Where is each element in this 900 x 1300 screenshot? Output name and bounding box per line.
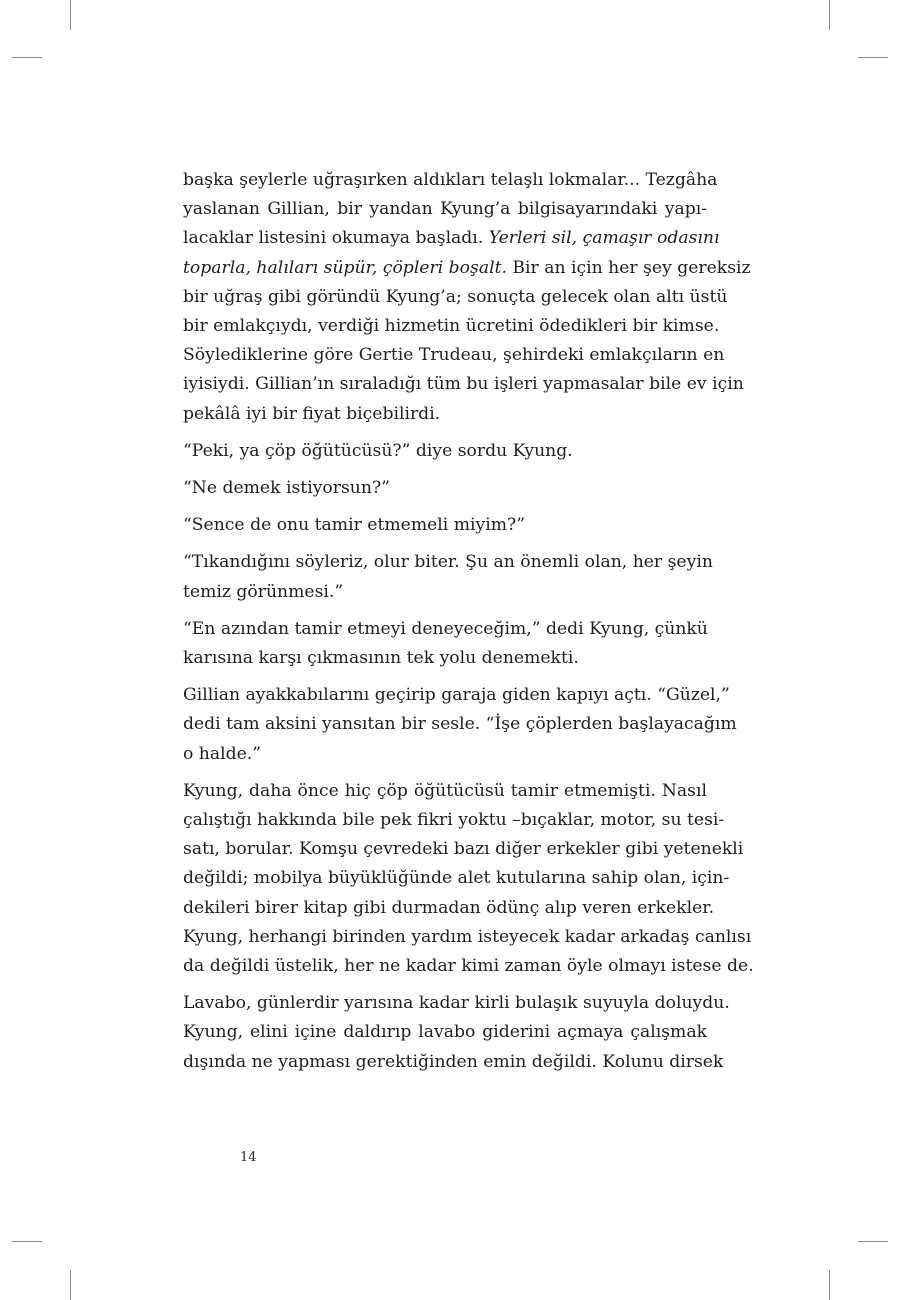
crop-mark	[70, 0, 71, 30]
body-text	[183, 166, 754, 1085]
text-line: karısına karşı çıkmasının tek yolu denemekti.	[183, 648, 579, 669]
paragraph	[183, 166, 751, 429]
text-line: bir emlakçıydı, verdiği hizmetin ücretini ödedikleri bir kimse.	[183, 316, 720, 337]
dialogue-paragraph	[183, 615, 707, 673]
paragraph	[183, 989, 730, 1077]
text-line: dekileri birer kitap gibi durmadan ödünç alıp veren erkekler.	[183, 897, 715, 918]
text-segment: Bir an için her şey gereksiz	[512, 257, 751, 278]
italic-text: toparla, halıları süpür, çöpleri boşalt.	[183, 257, 507, 278]
crop-mark	[858, 57, 888, 58]
crop-mark	[70, 1270, 71, 1300]
crop-mark	[12, 1241, 42, 1242]
text-line: satı, borular. Komşu çevredeki bazı diğer erkekler gibi yetenekli	[183, 839, 744, 860]
crop-mark	[829, 1270, 830, 1300]
page-number: 14	[240, 1150, 257, 1165]
dialogue-paragraph: “Peki, ya çöp öğütücüsü?” diye sordu Kyung.	[183, 440, 573, 461]
dialogue-paragraph: “Sence de onu tamir etmemeli miyim?”	[183, 515, 526, 536]
dialogue-paragraph: “Ne demek istiyorsun?”	[183, 478, 390, 499]
text-line: bir uğraş gibi göründü Kyung’a; sonuçta gelecek olan altı üstü	[183, 286, 728, 307]
text-line: değildi; mobilya büyüklüğünde alet kutularına sahip olan, için-	[183, 868, 730, 889]
paragraph	[183, 777, 754, 981]
text-line	[183, 224, 720, 253]
text-line: pekâlâ iyi bir fiyat biçebilirdi.	[183, 403, 441, 424]
text-line: başka şeylerle uğraşırken aldıkları telaşlı lokmalar... Tezgâha	[183, 170, 718, 190]
text-line: Kyung, daha önce hiç çöp öğütücüsü tamir etmemişti. Nasıl	[183, 780, 707, 801]
paragraph	[183, 681, 737, 769]
text-line: “En azından tamir etmeyi deneyeceğim,” dedi Kyung, çünkü	[183, 618, 708, 639]
text-line: da değildi üstelik, her ne kadar kimi zaman öyle olmayı istese de.	[183, 956, 754, 977]
text-line: o halde.”	[183, 743, 262, 764]
text-line: çalıştığı hakkında bile pek fikri yoktu –bıçaklar, motor, su tesi-	[183, 810, 725, 831]
text-line	[183, 254, 751, 283]
crop-mark	[858, 1241, 888, 1242]
text-line: Söylediklerine göre Gertie Trudeau, şehirdeki emlakçıların en	[183, 345, 725, 366]
text-line: iyisiydi. Gillian’ın sıraladığı tüm bu işleri yapmasalar bile ev için	[183, 374, 744, 395]
text-line: dedi tam aksini yansıtan bir sesle. “İşe çöplerden başlayacağım	[183, 714, 737, 735]
crop-mark	[12, 57, 42, 58]
text-line: Kyung, herhangi birinden yardım isteyecek kadar arkadaş canlısı	[183, 926, 752, 947]
text-line: temiz görünmesi.”	[183, 581, 344, 602]
crop-mark	[829, 0, 830, 30]
text-segment: lacaklar listesini okumaya başladı.	[183, 228, 484, 249]
text-line: Lavabo, günlerdir yarısına kadar kirli bulaşık suyuyla doluydu.	[183, 993, 730, 1014]
text-line: “Tıkandığını söyleriz, olur biter. Şu an önemli olan, her şeyin	[183, 552, 713, 573]
text-line: dışında ne yapması gerektiğinden emin değildi. Kolunu dirsek	[183, 1051, 724, 1072]
dialogue-paragraph	[183, 548, 713, 606]
text-line: yaslanan Gillian, bir yandan Kyung’a bilgisayarındaki yapı-	[183, 199, 707, 220]
italic-text: Yerleri sil, çamaşır odasını	[488, 228, 720, 249]
text-line: Kyung, elini içine daldırıp lavabo giderini açmaya çalışmak	[183, 1022, 707, 1043]
text-line: Gillian ayakkabılarını geçirip garaja giden kapıyı açtı. “Güzel,”	[183, 685, 730, 706]
